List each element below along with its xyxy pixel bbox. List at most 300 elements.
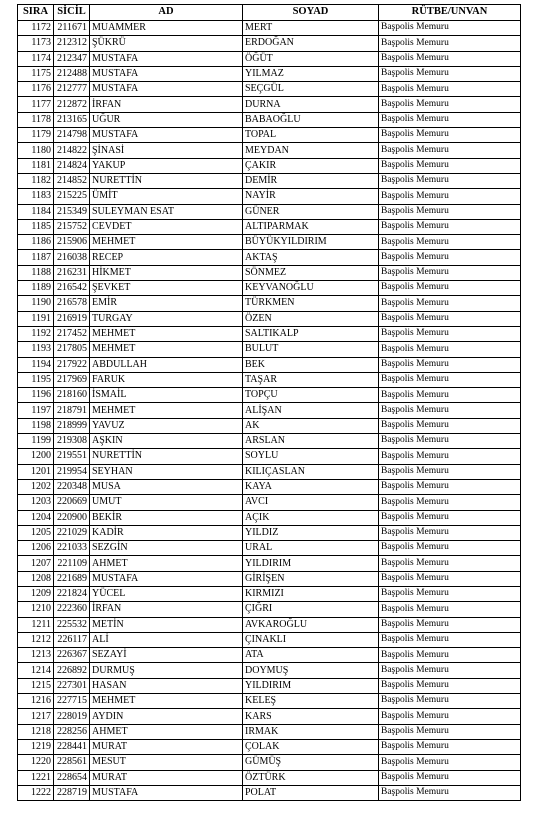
cell-rutbe: Başpolis Memuru [379,250,521,265]
table-row [18,479,521,494]
cell-sicil: 220900 [54,510,90,525]
cell-soyad: AK [243,418,379,433]
cell-soyad: KILIÇASLAN [243,464,379,479]
cell-rutbe: Başpolis Memuru [379,479,521,494]
cell-sicil: 221689 [54,571,90,586]
table-row [18,112,521,127]
table-row [18,128,521,143]
cell-soyad: TAŞAR [243,372,379,387]
cell-rutbe: Başpolis Memuru [379,663,521,678]
cell-sira: 1185 [18,219,54,234]
table-row [18,21,521,36]
cell-soyad: KEYVANOĞLU [243,281,379,296]
cell-soyad: KIRMIZI [243,586,379,601]
cell-ad: MUSTAFA [90,785,243,800]
cell-sira: 1178 [18,112,54,127]
cell-rutbe: Başpolis Memuru [379,281,521,296]
cell-rutbe: Başpolis Memuru [379,418,521,433]
cell-ad: MEHMET [90,342,243,357]
table-row [18,357,521,372]
table-row [18,449,521,464]
cell-soyad: ÖĞÜT [243,51,379,66]
cell-ad: MEHMET [90,235,243,250]
cell-sira: 1180 [18,143,54,158]
cell-sicil: 222360 [54,602,90,617]
header-sira: SIRA [18,5,54,21]
table-row [18,97,521,112]
cell-ad: MEHMET [90,326,243,341]
cell-rutbe: Başpolis Memuru [379,525,521,540]
cell-soyad: TOPÇU [243,388,379,403]
cell-rutbe: Başpolis Memuru [379,388,521,403]
cell-ad: MESUT [90,755,243,770]
cell-soyad: ALİŞAN [243,403,379,418]
table-row [18,602,521,617]
table-row [18,525,521,540]
cell-sira: 1179 [18,128,54,143]
cell-sira: 1217 [18,709,54,724]
cell-ad: YAKUP [90,158,243,173]
table-row [18,388,521,403]
cell-soyad: YILDIZ [243,525,379,540]
cell-ad: MUSTAFA [90,66,243,81]
cell-soyad: AVKAROĞLU [243,617,379,632]
cell-soyad: KAYA [243,479,379,494]
cell-rutbe: Başpolis Memuru [379,112,521,127]
table-row [18,709,521,724]
cell-soyad: SALTIKALP [243,326,379,341]
cell-ad: AYDIN [90,709,243,724]
cell-sicil: 212488 [54,66,90,81]
cell-ad: FARUK [90,372,243,387]
cell-rutbe: Başpolis Memuru [379,464,521,479]
cell-sira: 1208 [18,571,54,586]
cell-ad: BEKİR [90,510,243,525]
cell-sicil: 213165 [54,112,90,127]
cell-rutbe: Başpolis Memuru [379,785,521,800]
cell-sira: 1200 [18,449,54,464]
cell-rutbe: Başpolis Memuru [379,755,521,770]
cell-rutbe: Başpolis Memuru [379,602,521,617]
cell-rutbe: Başpolis Memuru [379,372,521,387]
cell-sira: 1218 [18,724,54,739]
cell-sicil: 228441 [54,739,90,754]
cell-ad: SEZAYİ [90,648,243,663]
cell-ad: MEHMET [90,694,243,709]
header-rutbe: RÜTBE/UNVAN [379,5,521,21]
cell-rutbe: Başpolis Memuru [379,449,521,464]
cell-ad: CEVDET [90,219,243,234]
cell-ad: ŞEVKET [90,281,243,296]
cell-ad: MUSTAFA [90,571,243,586]
cell-rutbe: Başpolis Memuru [379,434,521,449]
cell-sicil: 221824 [54,586,90,601]
cell-rutbe: Başpolis Memuru [379,82,521,97]
cell-sira: 1213 [18,648,54,663]
cell-sira: 1221 [18,770,54,785]
table-row [18,770,521,785]
cell-sicil: 212777 [54,82,90,97]
cell-soyad: ÇINAKLI [243,632,379,647]
cell-sicil: 228654 [54,770,90,785]
cell-sira: 1193 [18,342,54,357]
cell-sicil: 218160 [54,388,90,403]
cell-sira: 1183 [18,189,54,204]
cell-sira: 1214 [18,663,54,678]
cell-ad: METİN [90,617,243,632]
cell-soyad: ERDOĞAN [243,36,379,51]
table-row [18,434,521,449]
cell-ad: NURETTİN [90,173,243,188]
table-row [18,694,521,709]
cell-sira: 1190 [18,296,54,311]
cell-ad: MUSTAFA [90,51,243,66]
cell-sira: 1201 [18,464,54,479]
cell-sira: 1211 [18,617,54,632]
cell-ad: ABDULLAH [90,357,243,372]
table-body [18,21,521,801]
cell-sira: 1196 [18,388,54,403]
cell-ad: UMUT [90,495,243,510]
cell-ad: MEHMET [90,403,243,418]
cell-rutbe: Başpolis Memuru [379,158,521,173]
cell-sicil: 226892 [54,663,90,678]
cell-rutbe: Başpolis Memuru [379,571,521,586]
cell-ad: AŞKIN [90,434,243,449]
cell-soyad: GÜMÜŞ [243,755,379,770]
cell-ad: ŞİNASİ [90,143,243,158]
cell-soyad: BEK [243,357,379,372]
table-row [18,571,521,586]
cell-sicil: 216542 [54,281,90,296]
cell-sira: 1215 [18,678,54,693]
cell-sira: 1192 [18,326,54,341]
table-row [18,219,521,234]
cell-sicil: 218791 [54,403,90,418]
cell-sicil: 216038 [54,250,90,265]
cell-sicil: 215349 [54,204,90,219]
cell-ad: HİKMET [90,265,243,280]
cell-soyad: YILDIRIM [243,556,379,571]
cell-rutbe: Başpolis Memuru [379,235,521,250]
cell-rutbe: Başpolis Memuru [379,709,521,724]
cell-sicil: 212347 [54,51,90,66]
cell-rutbe: Başpolis Memuru [379,556,521,571]
table-row [18,495,521,510]
cell-sira: 1205 [18,525,54,540]
cell-sira: 1182 [18,173,54,188]
cell-ad: RECEP [90,250,243,265]
cell-ad: HASAN [90,678,243,693]
table-row [18,372,521,387]
cell-ad: TURGAY [90,311,243,326]
cell-rutbe: Başpolis Memuru [379,296,521,311]
cell-soyad: SÖNMEZ [243,265,379,280]
cell-rutbe: Başpolis Memuru [379,617,521,632]
table-row [18,143,521,158]
cell-rutbe: Başpolis Memuru [379,357,521,372]
cell-rutbe: Başpolis Memuru [379,678,521,693]
table-header [18,5,521,21]
cell-rutbe: Başpolis Memuru [379,326,521,341]
cell-ad: YAVUZ [90,418,243,433]
cell-ad: ŞÜKRÜ [90,36,243,51]
cell-soyad: TOPAL [243,128,379,143]
cell-sicil: 226367 [54,648,90,663]
table-row [18,66,521,81]
cell-soyad: ÖZTÜRK [243,770,379,785]
cell-soyad: ÇAKIR [243,158,379,173]
table-row [18,250,521,265]
cell-soyad: DOYMUŞ [243,663,379,678]
cell-rutbe: Başpolis Memuru [379,128,521,143]
cell-sira: 1184 [18,204,54,219]
table-row [18,541,521,556]
cell-sicil: 227715 [54,694,90,709]
cell-soyad: BABAOĞLU [243,112,379,127]
cell-rutbe: Başpolis Memuru [379,694,521,709]
cell-soyad: ÇIĞRI [243,602,379,617]
cell-sicil: 214824 [54,158,90,173]
cell-sira: 1173 [18,36,54,51]
cell-sira: 1222 [18,785,54,800]
cell-sira: 1207 [18,556,54,571]
cell-sicil: 214798 [54,128,90,143]
cell-soyad: ÖZEN [243,311,379,326]
cell-rutbe: Başpolis Memuru [379,173,521,188]
cell-sira: 1198 [18,418,54,433]
cell-ad: MUAMMER [90,21,243,36]
cell-sicil: 228719 [54,785,90,800]
cell-sicil: 219954 [54,464,90,479]
table-row [18,418,521,433]
cell-sicil: 212312 [54,36,90,51]
table-row [18,158,521,173]
table-row [18,265,521,280]
cell-rutbe: Başpolis Memuru [379,143,521,158]
cell-sira: 1177 [18,97,54,112]
cell-soyad: YILDIRIM [243,678,379,693]
cell-rutbe: Başpolis Memuru [379,51,521,66]
cell-ad: ÜMİT [90,189,243,204]
cell-sira: 1189 [18,281,54,296]
table-row [18,785,521,800]
cell-ad: EMİR [90,296,243,311]
cell-soyad: AKTAŞ [243,250,379,265]
cell-sicil: 211671 [54,21,90,36]
cell-sicil: 214852 [54,173,90,188]
cell-sicil: 217969 [54,372,90,387]
cell-rutbe: Başpolis Memuru [379,586,521,601]
cell-soyad: AÇIK [243,510,379,525]
cell-ad: MURAT [90,739,243,754]
cell-sira: 1199 [18,434,54,449]
cell-ad: UĞUR [90,112,243,127]
cell-soyad: MERT [243,21,379,36]
cell-ad: MUSTAFA [90,128,243,143]
cell-sicil: 228561 [54,755,90,770]
cell-ad: YÜCEL [90,586,243,601]
table-row [18,342,521,357]
cell-soyad: DEMİR [243,173,379,188]
cell-sicil: 220669 [54,495,90,510]
cell-sicil: 221029 [54,525,90,540]
cell-sicil: 217805 [54,342,90,357]
table-row [18,586,521,601]
table-row [18,326,521,341]
cell-rutbe: Başpolis Memuru [379,66,521,81]
cell-sira: 1176 [18,82,54,97]
table-row [18,204,521,219]
cell-sicil: 217922 [54,357,90,372]
table-row [18,556,521,571]
cell-soyad: POLAT [243,785,379,800]
table-row [18,189,521,204]
cell-rutbe: Başpolis Memuru [379,510,521,525]
cell-sira: 1202 [18,479,54,494]
header-soyad: SOYAD [243,5,379,21]
cell-rutbe: Başpolis Memuru [379,648,521,663]
cell-sicil: 221109 [54,556,90,571]
cell-ad: İRFAN [90,97,243,112]
cell-ad: ALİ [90,632,243,647]
table-row [18,724,521,739]
cell-soyad: URAL [243,541,379,556]
cell-sicil: 214822 [54,143,90,158]
cell-soyad: NAYİR [243,189,379,204]
cell-rutbe: Başpolis Memuru [379,541,521,556]
cell-soyad: YILMAZ [243,66,379,81]
cell-sira: 1194 [18,357,54,372]
cell-sicil: 215752 [54,219,90,234]
cell-soyad: DURNA [243,97,379,112]
cell-sicil: 215906 [54,235,90,250]
cell-sicil: 212872 [54,97,90,112]
cell-sicil: 228019 [54,709,90,724]
table-row [18,755,521,770]
cell-soyad: SOYLU [243,449,379,464]
cell-sira: 1204 [18,510,54,525]
cell-soyad: KARS [243,709,379,724]
cell-ad: İRFAN [90,602,243,617]
table-row [18,51,521,66]
cell-sicil: 217452 [54,326,90,341]
table-row [18,510,521,525]
table-row [18,403,521,418]
table-row [18,173,521,188]
cell-sicil: 216231 [54,265,90,280]
cell-soyad: BULUT [243,342,379,357]
table-row [18,663,521,678]
cell-sira: 1210 [18,602,54,617]
table-row [18,678,521,693]
table-row [18,464,521,479]
cell-ad: DURMUŞ [90,663,243,678]
cell-sira: 1209 [18,586,54,601]
cell-sira: 1212 [18,632,54,647]
table-row [18,632,521,647]
cell-soyad: IRMAK [243,724,379,739]
cell-rutbe: Başpolis Memuru [379,219,521,234]
cell-sicil: 225532 [54,617,90,632]
table-row [18,281,521,296]
cell-sira: 1172 [18,21,54,36]
table-row [18,296,521,311]
cell-rutbe: Başpolis Memuru [379,739,521,754]
header-ad: AD [90,5,243,21]
cell-ad: SULEYMAN ESAT [90,204,243,219]
cell-sira: 1181 [18,158,54,173]
cell-soyad: SEÇGÜL [243,82,379,97]
cell-rutbe: Başpolis Memuru [379,724,521,739]
cell-rutbe: Başpolis Memuru [379,204,521,219]
table-row [18,235,521,250]
cell-sira: 1203 [18,495,54,510]
table-row [18,617,521,632]
cell-rutbe: Başpolis Memuru [379,97,521,112]
cell-sicil: 219551 [54,449,90,464]
cell-soyad: ARSLAN [243,434,379,449]
cell-sicil: 226117 [54,632,90,647]
cell-soyad: ÇOLAK [243,739,379,754]
cell-rutbe: Başpolis Memuru [379,495,521,510]
cell-ad: MUSTAFA [90,82,243,97]
cell-rutbe: Başpolis Memuru [379,311,521,326]
cell-ad: AHMET [90,724,243,739]
cell-sicil: 219308 [54,434,90,449]
cell-rutbe: Başpolis Memuru [379,36,521,51]
cell-sicil: 220348 [54,479,90,494]
cell-ad: MUSA [90,479,243,494]
cell-sira: 1216 [18,694,54,709]
cell-rutbe: Başpolis Memuru [379,342,521,357]
cell-sicil: 227301 [54,678,90,693]
cell-sicil: 216919 [54,311,90,326]
cell-ad: NURETTİN [90,449,243,464]
header-row [18,5,521,21]
cell-rutbe: Başpolis Memuru [379,632,521,647]
cell-sicil: 218999 [54,418,90,433]
table-row [18,311,521,326]
header-sicil: SİCİL [54,5,90,21]
cell-soyad: MEYDAN [243,143,379,158]
cell-sira: 1188 [18,265,54,280]
cell-soyad: GÜNER [243,204,379,219]
cell-sicil: 215225 [54,189,90,204]
cell-soyad: AVCI [243,495,379,510]
table-row [18,82,521,97]
cell-sira: 1186 [18,235,54,250]
cell-soyad: BÜYÜKYILDIRIM [243,235,379,250]
cell-sira: 1220 [18,755,54,770]
cell-sicil: 216578 [54,296,90,311]
table-row [18,648,521,663]
table-row [18,739,521,754]
cell-sicil: 221033 [54,541,90,556]
cell-ad: AHMET [90,556,243,571]
cell-soyad: ALTIPARMAK [243,219,379,234]
cell-ad: MURAT [90,770,243,785]
cell-rutbe: Başpolis Memuru [379,21,521,36]
cell-soyad: TÜRKMEN [243,296,379,311]
cell-ad: KADİR [90,525,243,540]
cell-sira: 1191 [18,311,54,326]
cell-rutbe: Başpolis Memuru [379,770,521,785]
cell-sira: 1175 [18,66,54,81]
cell-sira: 1219 [18,739,54,754]
cell-rutbe: Başpolis Memuru [379,189,521,204]
cell-soyad: ATA [243,648,379,663]
